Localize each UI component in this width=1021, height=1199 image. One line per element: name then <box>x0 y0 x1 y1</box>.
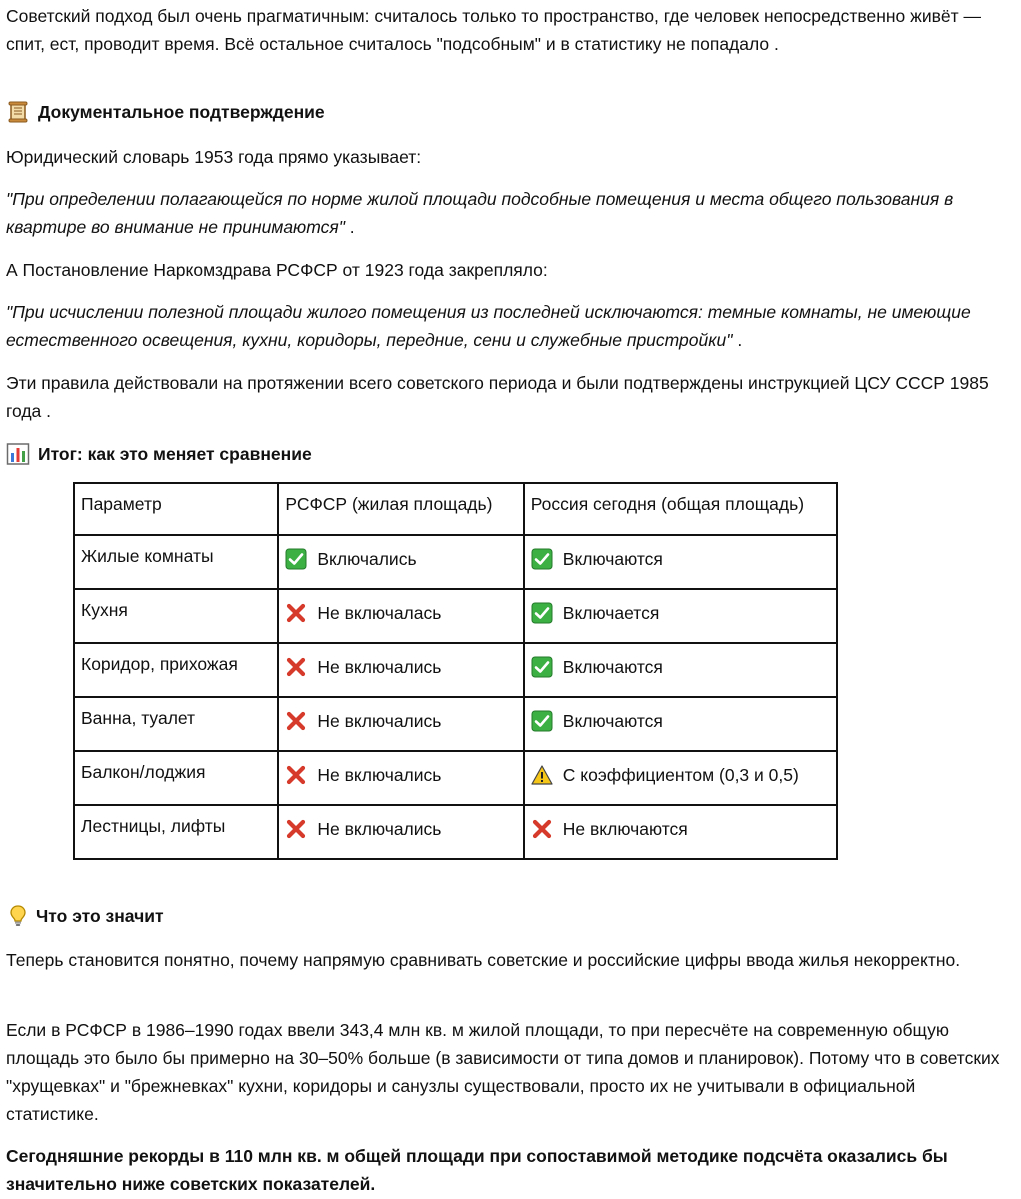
cell-text: Включаются <box>562 549 663 569</box>
cell-rsfsr <box>278 643 523 697</box>
conclusion-paragraph: Сегодняшние рекорды в 110 млн кв. м общей площади при сопоставимой методике подсчёта оказались бы значительно ниже советских показателей. <box>6 1146 948 1194</box>
table-row <box>74 697 837 751</box>
cell-text: Включаются <box>562 711 663 731</box>
cell-rsfsr <box>278 751 523 805</box>
table-header-row <box>74 483 837 535</box>
decree-quote-paragraph <box>6 298 1001 354</box>
check-mark-icon <box>531 656 553 678</box>
cell-text: Не включались <box>317 819 442 839</box>
check-mark-icon <box>531 602 553 624</box>
decree-intro-paragraph: А Постановление Наркомздрава РСФСР от 1923 года закрепляло: <box>6 260 548 280</box>
cell-text: Включается <box>562 603 660 623</box>
scroll-icon <box>6 100 30 124</box>
cell-russia <box>524 805 837 859</box>
decree-quote-tail: . <box>732 330 743 350</box>
intro-paragraph: Советский подход был очень прагматичным: считалось только то пространство, где человек непосредственно живёт — спит, ест, проводит время. Всё остальное считалось "подсобным" и в статистику не попадало . <box>6 6 982 54</box>
check-mark-icon <box>285 548 307 570</box>
cell-param: Коридор, прихожая <box>74 643 278 697</box>
cell-text: Не включались <box>317 765 442 785</box>
table-row <box>74 751 837 805</box>
cell-rsfsr <box>278 535 523 589</box>
cell-text: Включаются <box>562 657 663 677</box>
cell-russia <box>524 643 837 697</box>
cross-mark-icon <box>285 656 307 678</box>
warning-icon <box>531 764 553 786</box>
cell-text: Не включалась <box>317 603 442 623</box>
cell-text: Не включались <box>317 657 442 677</box>
cell-russia <box>524 535 837 589</box>
dict-intro-paragraph: Юридический словарь 1953 года прямо указывает: <box>6 147 422 167</box>
cell-text: Не включаются <box>562 819 688 839</box>
table-row <box>74 535 837 589</box>
cross-mark-icon <box>285 710 307 732</box>
cell-param: Лестницы, лифты <box>74 805 278 859</box>
cell-param: Жилые комнаты <box>74 535 278 589</box>
cell-russia <box>524 589 837 643</box>
cell-text: С коэффициентом (0,3 и 0,5) <box>562 765 799 785</box>
cell-rsfsr <box>278 697 523 751</box>
summary-title: Итог: как это меняет сравнение <box>38 444 312 464</box>
comparison-table <box>73 482 838 860</box>
cell-russia <box>524 751 837 805</box>
bar-chart-icon <box>6 442 30 466</box>
check-mark-icon <box>531 548 553 570</box>
cell-text: Включались <box>317 549 417 569</box>
decree-quote-text: "При исчислении полезной площади жилого помещения из последней исключаются: темные комнаты, не имеющие естественного освещения, кухни, коридоры, передние, сени и служебные пристройки" <box>6 302 971 350</box>
summary-heading <box>6 440 312 468</box>
cell-param: Кухня <box>74 589 278 643</box>
cell-param: Ванна, туалет <box>74 697 278 751</box>
doc-proof-title: Документальное подтверждение <box>38 102 325 122</box>
header-param: Параметр <box>74 483 278 535</box>
header-russia: Россия сегодня (общая площадь) <box>524 483 837 535</box>
meaning-title: Что это значит <box>36 906 164 926</box>
cross-mark-icon <box>531 818 553 840</box>
table-row <box>74 643 837 697</box>
cross-mark-icon <box>285 602 307 624</box>
meaning-paragraph-2: Если в РСФСР в 1986–1990 годах ввели 343,4 млн кв. м жилой площади, то при пересчёте на современную общую площадь это было бы примерно на 30–50% больше (в зависимости от типа домов и планировок). Потому что в советских "хрущевках" и "брежневках" кухни, коридоры и санузлы существовали, просто их не учитывали в официальной статистике. <box>6 1020 1000 1124</box>
doc-proof-heading <box>6 98 325 126</box>
cross-mark-icon <box>285 818 307 840</box>
table-row <box>74 805 837 859</box>
dict-quote-paragraph <box>6 185 1001 241</box>
table-row <box>74 589 837 643</box>
cell-text: Не включались <box>317 711 442 731</box>
dict-quote-text: "При определении полагающейся по норме жилой площади подсобные помещения и места общего пользования в квартире во внимание не принимаются" <box>6 189 954 237</box>
cross-mark-icon <box>285 764 307 786</box>
cell-param: Балкон/лоджия <box>74 751 278 805</box>
meaning-heading <box>6 902 164 930</box>
header-rsfsr: РСФСР (жилая площадь) <box>278 483 523 535</box>
cell-russia <box>524 697 837 751</box>
cell-rsfsr <box>278 589 523 643</box>
dict-quote-tail: . <box>344 217 355 237</box>
lightbulb-icon <box>6 904 30 928</box>
meaning-paragraph-1: Теперь становится понятно, почему напрямую сравнивать советские и российские цифры ввода жилья некорректно. <box>6 950 961 970</box>
rules-paragraph: Эти правила действовали на протяжении всего советского периода и были подтверждены инструкцией ЦСУ СССР 1985 года . <box>6 373 989 421</box>
cell-rsfsr <box>278 805 523 859</box>
check-mark-icon <box>531 710 553 732</box>
